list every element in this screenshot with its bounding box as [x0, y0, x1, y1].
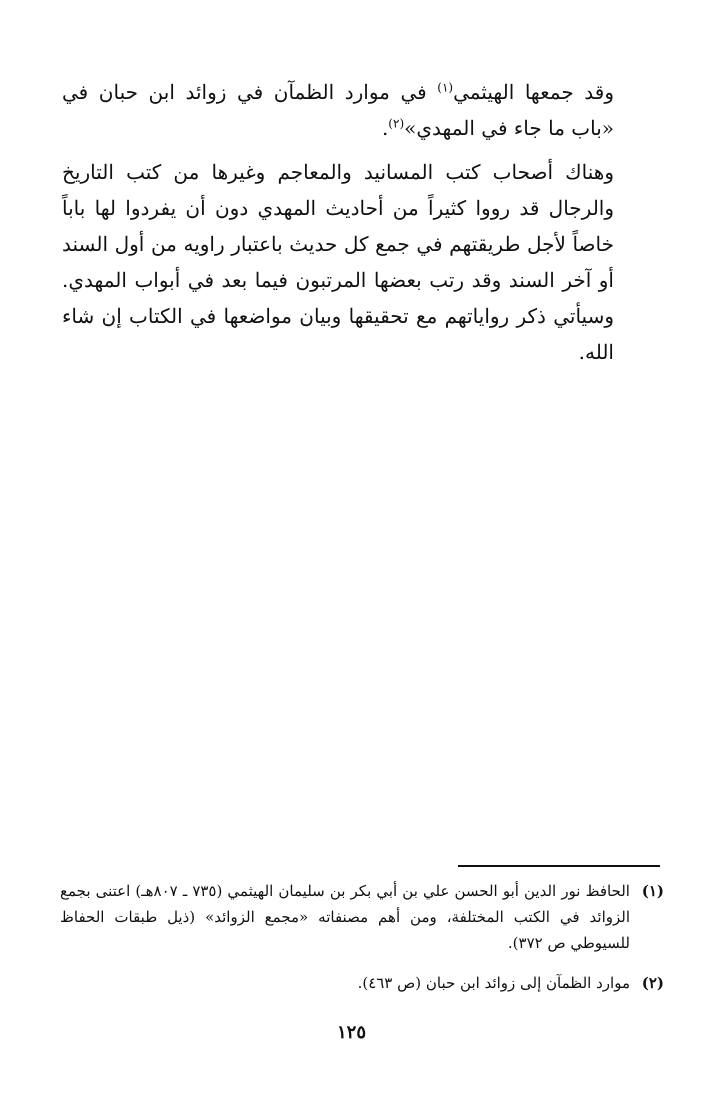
- footnote-separator: [458, 865, 660, 867]
- page-number: ١٢٥: [336, 1022, 366, 1043]
- paragraph-1: [62, 74, 614, 146]
- footnote-1: [60, 878, 664, 956]
- footnotes-section: [60, 878, 664, 1010]
- footnote-2-text: موارد الظمآن إلى زوائد ابن حبان (ص ٤٦٣).: [357, 974, 630, 992]
- footnote-2-marker: (٢): [641, 974, 664, 992]
- footnote-2: [60, 970, 664, 996]
- footnote-ref-2[interactable]: (٢): [388, 116, 405, 131]
- paragraph-1-text-b: في موارد الظمآن في زوائد ابن حبان في «باب ما جاء في المهدي»: [62, 80, 614, 140]
- paragraph-1-text-a: وقد جمعها الهيثمي: [453, 80, 614, 104]
- paragraph-1-text-end: .: [381, 116, 389, 140]
- footnote-1-marker: (١): [641, 882, 664, 900]
- paragraph-2: وهناك أصحاب كتب المسانيد والمعاجم وغيرها من كتب التاريخ والرجال قد رووا كثيراً من أحاديث المهدي دون أن يفردوا لها باباً خاصاً لأجل طريقتهم في جمع كل حديث باعتبار راويه من أول السند أو آخر السند وقد رتب بعضها المرتبون فيما بعد في أبواب المهدي. وسيأتي ذكر رواياتهم مع تحقيقها وبيان مواضعها في الكتاب إن شاء الله.: [62, 160, 614, 364]
- footnote-ref-1[interactable]: (١): [437, 80, 454, 95]
- footnote-1-text: الحافظ نور الدين أبو الحسن علي بن أبي بكر بن سليمان الهيثمي (٧٣٥ ـ ٨٠٧هـ) اعتنى بجمع الزوائد في الكتب المختلفة، ومن أهم مصنفاته «مجمع الزوائد» (ذيل طبقات الحفاظ للسيوطي ص ٣٧٢).: [60, 882, 630, 952]
